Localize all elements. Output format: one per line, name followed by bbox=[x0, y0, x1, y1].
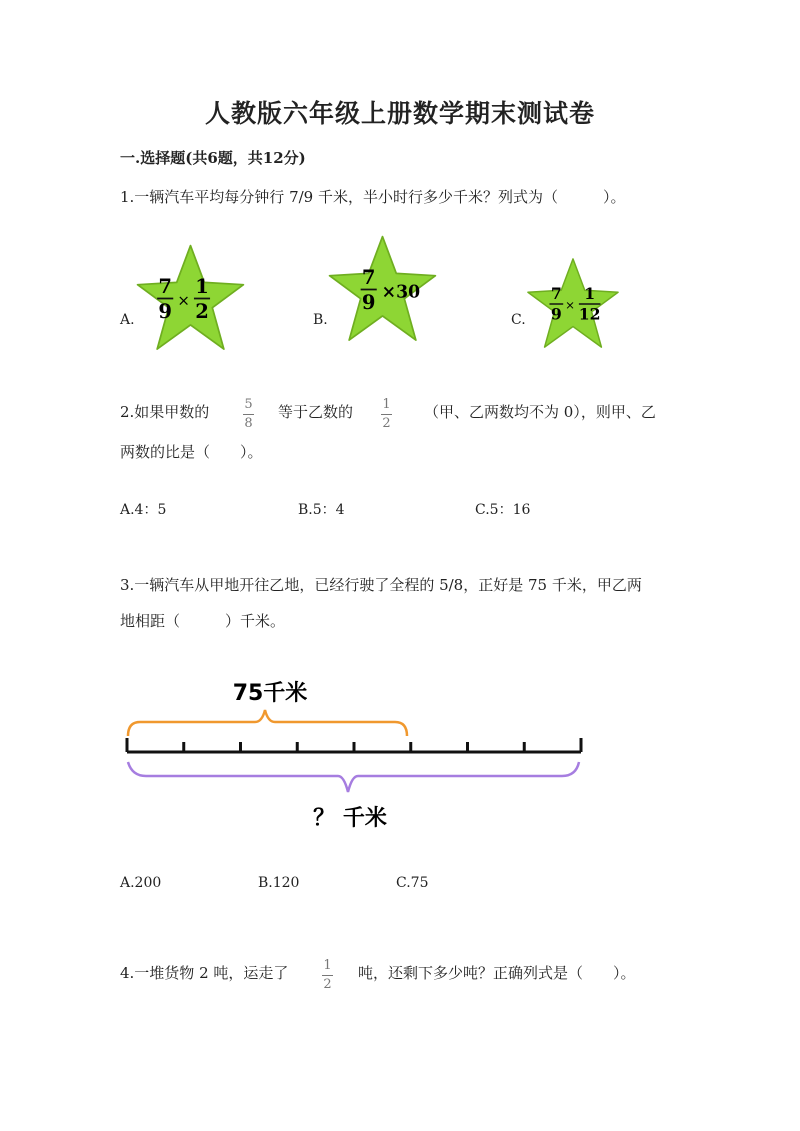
q2-fraction-b bbox=[381, 397, 392, 432]
q1-c-den1: 9 bbox=[550, 304, 562, 324]
question-4-text-b: 吨，还剩下多少吨？正确列式是（ ）。 bbox=[358, 964, 636, 982]
fraction-denominator: 8 bbox=[244, 416, 253, 431]
q2-option-b: B.5：4 bbox=[298, 502, 345, 518]
q2-option-a: A.4：5 bbox=[120, 502, 167, 518]
question-2-text-c: （甲、乙两数均不为 0），则甲、乙 bbox=[424, 403, 656, 421]
q2-option-c: C.5：16 bbox=[475, 502, 531, 518]
q1-c-num2: 1 bbox=[584, 284, 596, 304]
q1-a-op: × bbox=[177, 291, 190, 310]
segment-diagram bbox=[110, 670, 600, 840]
fraction-numerator: 1 bbox=[323, 958, 332, 973]
q3-option-c: C.75 bbox=[396, 875, 429, 891]
q1-a-num1: 7 bbox=[158, 274, 172, 298]
q1-option-c-label: C. bbox=[511, 312, 526, 328]
question-2-text-b: 等于乙数的 bbox=[278, 403, 354, 421]
page-title: 人教版六年级上册数学期末测试卷 bbox=[204, 99, 595, 128]
fraction-numerator: 1 bbox=[382, 397, 391, 412]
q1-option-a-star bbox=[133, 241, 248, 360]
q1-a-num2: 1 bbox=[195, 274, 209, 298]
fraction-numerator: 5 bbox=[244, 397, 253, 412]
question-3-line-2: 地相距（ ）千米。 bbox=[120, 612, 286, 630]
q1-option-b-star bbox=[325, 232, 440, 351]
q3-option-a: A.200 bbox=[120, 875, 162, 891]
bottom-brace bbox=[128, 762, 579, 792]
q4-fraction bbox=[322, 958, 333, 993]
q3-option-b: B.120 bbox=[258, 875, 300, 891]
bottom-brace-label: ？ 千米 bbox=[313, 806, 387, 831]
q1-c-den2: 12 bbox=[578, 304, 601, 324]
star-icon bbox=[133, 241, 248, 356]
q1-a-den2: 2 bbox=[195, 300, 209, 324]
fraction-denominator: 2 bbox=[382, 416, 391, 431]
q1-c-op: × bbox=[565, 297, 575, 312]
top-brace-label: 75千米 bbox=[232, 681, 308, 706]
q1-b-op: ×30 bbox=[381, 282, 421, 303]
q1-a-den1: 9 bbox=[158, 300, 172, 324]
q1-b-num1: 7 bbox=[361, 265, 376, 289]
q3-line-diagram bbox=[110, 670, 600, 840]
question-2-text-d: 两数的比是（ ）。 bbox=[120, 443, 263, 461]
section-heading: 一.选择题(共6题，共12分) bbox=[120, 149, 306, 167]
question-4-text-a: 4.一堆货物 2 吨，运走了 bbox=[120, 964, 289, 982]
q1-option-b-label: B. bbox=[313, 312, 328, 328]
question-1-text: 1.一辆汽车平均每分钟行 7/9 千米，半小时行多少千米？列式为（ ）。 bbox=[120, 188, 626, 206]
q1-c-num1: 7 bbox=[550, 284, 562, 304]
top-brace bbox=[128, 710, 407, 736]
star-icon bbox=[524, 255, 622, 353]
q1-b-den1: 9 bbox=[361, 291, 376, 315]
q1-option-c-star bbox=[524, 255, 622, 357]
question-2-text-a: 2.如果甲数的 bbox=[120, 403, 210, 421]
q2-fraction-a bbox=[243, 397, 254, 432]
fraction-denominator: 2 bbox=[323, 977, 332, 992]
tick-marks bbox=[127, 738, 581, 752]
star-icon bbox=[325, 232, 440, 347]
q1-option-a-label: A. bbox=[120, 312, 135, 328]
question-3-line-1: 3.一辆汽车从甲地开往乙地，已经行驶了全程的 5/8，正好是 75 千米，甲乙两 bbox=[120, 576, 642, 594]
